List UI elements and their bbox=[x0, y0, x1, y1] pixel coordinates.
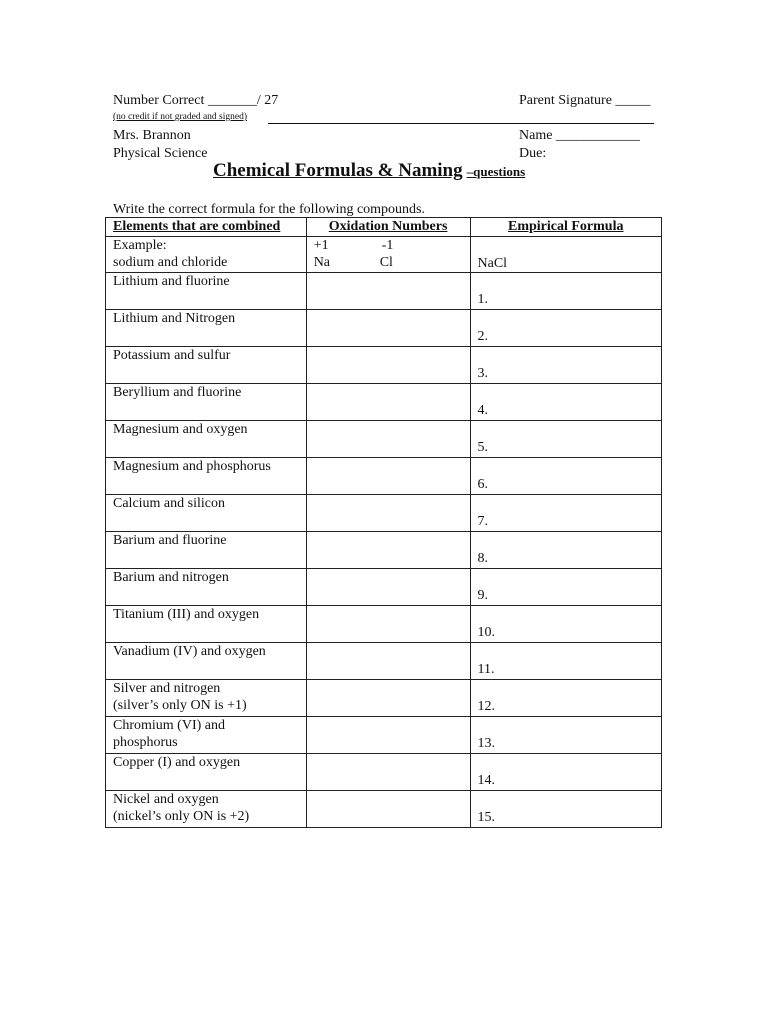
question-number: 1. bbox=[477, 292, 489, 307]
header-formula: Empirical Formula bbox=[470, 218, 661, 237]
elements-text: Lithium and fluorine bbox=[113, 274, 230, 289]
elements-text: Potassium and sulfur bbox=[113, 348, 231, 363]
formula-answer-cell[interactable] bbox=[470, 754, 661, 791]
example-symbol-1: Na bbox=[313, 255, 331, 270]
formula-answer-cell[interactable] bbox=[470, 791, 661, 828]
table-row bbox=[106, 754, 662, 791]
example-formula-cell bbox=[470, 237, 661, 273]
title-sub: –questions bbox=[466, 164, 526, 179]
formula-answer-cell[interactable] bbox=[470, 717, 661, 754]
formula-answer-cell[interactable] bbox=[470, 569, 661, 606]
question-number: 11. bbox=[477, 662, 495, 677]
elements-text: Vanadium (IV) and oxygen bbox=[113, 644, 266, 659]
instructions-text: Write the correct formula for the following compounds. bbox=[113, 202, 426, 217]
table-header-row bbox=[106, 218, 662, 237]
table-row bbox=[106, 606, 662, 643]
elements-cell bbox=[106, 569, 307, 606]
question-number: 12. bbox=[477, 699, 496, 714]
table-row bbox=[106, 717, 662, 754]
elements-cell bbox=[106, 495, 307, 532]
formula-answer-cell[interactable] bbox=[470, 458, 661, 495]
table-row bbox=[106, 569, 662, 606]
elements-cell bbox=[106, 310, 307, 347]
example-formula: NaCl bbox=[477, 256, 508, 271]
question-number: 8. bbox=[477, 551, 489, 566]
elements-cell bbox=[106, 458, 307, 495]
elements-cell bbox=[106, 754, 307, 791]
elements-text: Nickel and oxygen bbox=[113, 792, 219, 807]
elements-cell bbox=[106, 643, 307, 680]
example-label: Example: bbox=[113, 238, 167, 253]
example-row bbox=[106, 237, 662, 273]
elements-note: (silver’s only ON is +1) bbox=[113, 698, 247, 713]
parent-signature-label: Parent Signature _____ bbox=[519, 93, 651, 108]
table-row bbox=[106, 532, 662, 569]
elements-text: Lithium and Nitrogen bbox=[113, 311, 236, 326]
oxidation-answer-cell[interactable] bbox=[306, 606, 470, 643]
question-number: 14. bbox=[477, 773, 496, 788]
oxidation-answer-cell[interactable] bbox=[306, 421, 470, 458]
question-number: 2. bbox=[477, 329, 489, 344]
elements-text: Beryllium and fluorine bbox=[113, 385, 242, 400]
formula-answer-cell[interactable] bbox=[470, 680, 661, 717]
oxidation-answer-cell[interactable] bbox=[306, 754, 470, 791]
question-number: 6. bbox=[477, 477, 489, 492]
elements-text: Copper (I) and oxygen bbox=[113, 755, 241, 770]
formula-answer-cell[interactable] bbox=[470, 606, 661, 643]
signature-line bbox=[268, 123, 654, 124]
page-title bbox=[213, 160, 525, 182]
question-number: 4. bbox=[477, 403, 489, 418]
question-number: 3. bbox=[477, 366, 489, 381]
table-row bbox=[106, 680, 662, 717]
teacher-name: Mrs. Brannon bbox=[113, 128, 191, 143]
elements-cell bbox=[106, 717, 307, 754]
title-main: Chemical Formulas & Naming bbox=[213, 160, 463, 181]
elements-cell bbox=[106, 273, 307, 310]
elements-text: Magnesium and oxygen bbox=[113, 422, 248, 437]
table-row bbox=[106, 273, 662, 310]
due-label: Due: bbox=[519, 146, 547, 161]
table-row bbox=[106, 310, 662, 347]
header-elements: Elements that are combined bbox=[106, 218, 307, 237]
student-name-label: Name ____________ bbox=[519, 128, 640, 143]
elements-cell bbox=[106, 384, 307, 421]
formula-table bbox=[105, 217, 662, 828]
oxidation-answer-cell[interactable] bbox=[306, 643, 470, 680]
elements-text: Magnesium and phosphorus bbox=[113, 459, 271, 474]
table-row bbox=[106, 495, 662, 532]
table-row bbox=[106, 347, 662, 384]
elements-note: phosphorus bbox=[113, 735, 178, 750]
formula-answer-cell[interactable] bbox=[470, 495, 661, 532]
course-name: Physical Science bbox=[113, 146, 208, 161]
table-row bbox=[106, 384, 662, 421]
elements-cell bbox=[106, 421, 307, 458]
formula-answer-cell[interactable] bbox=[470, 273, 661, 310]
oxidation-answer-cell[interactable] bbox=[306, 347, 470, 384]
formula-answer-cell[interactable] bbox=[470, 384, 661, 421]
header-oxidation: Oxidation Numbers bbox=[306, 218, 470, 237]
question-number: 10. bbox=[477, 625, 496, 640]
oxidation-answer-cell[interactable] bbox=[306, 273, 470, 310]
elements-text: Chromium (VI) and bbox=[113, 718, 225, 733]
table-row bbox=[106, 458, 662, 495]
oxidation-answer-cell[interactable] bbox=[306, 310, 470, 347]
elements-cell bbox=[106, 532, 307, 569]
oxidation-answer-cell[interactable] bbox=[306, 569, 470, 606]
example-on-negative: -1 bbox=[381, 238, 394, 253]
oxidation-answer-cell[interactable] bbox=[306, 680, 470, 717]
elements-cell bbox=[106, 791, 307, 828]
oxidation-answer-cell[interactable] bbox=[306, 791, 470, 828]
formula-answer-cell[interactable] bbox=[470, 643, 661, 680]
example-on-positive: +1 bbox=[313, 238, 329, 253]
question-number: 13. bbox=[477, 736, 496, 751]
example-symbol-2: Cl bbox=[379, 255, 393, 270]
elements-cell bbox=[106, 680, 307, 717]
oxidation-answer-cell[interactable] bbox=[306, 384, 470, 421]
question-number: 9. bbox=[477, 588, 489, 603]
oxidation-answer-cell[interactable] bbox=[306, 717, 470, 754]
elements-text: Barium and fluorine bbox=[113, 533, 227, 548]
oxidation-answer-cell[interactable] bbox=[306, 458, 470, 495]
formula-answer-cell[interactable] bbox=[470, 421, 661, 458]
example-elements-cell bbox=[106, 237, 307, 273]
elements-text: Calcium and silicon bbox=[113, 496, 225, 511]
credit-note: (no credit if not graded and signed) bbox=[113, 112, 248, 122]
formula-answer-cell[interactable] bbox=[470, 532, 661, 569]
question-rows bbox=[106, 273, 662, 828]
question-number: 7. bbox=[477, 514, 489, 529]
table-row bbox=[106, 791, 662, 828]
number-correct-label: Number Correct _______/ 27 bbox=[113, 93, 279, 108]
table-row bbox=[106, 643, 662, 680]
elements-text: Silver and nitrogen bbox=[113, 681, 221, 696]
table-row bbox=[106, 421, 662, 458]
example-oxidation-cell bbox=[306, 237, 470, 273]
elements-note: (nickel’s only ON is +2) bbox=[113, 809, 250, 824]
question-number: 15. bbox=[477, 810, 496, 825]
example-elements: sodium and chloride bbox=[113, 255, 228, 270]
formula-answer-cell[interactable] bbox=[470, 347, 661, 384]
oxidation-answer-cell[interactable] bbox=[306, 495, 470, 532]
elements-text: Titanium (III) and oxygen bbox=[113, 607, 260, 622]
oxidation-answer-cell[interactable] bbox=[306, 532, 470, 569]
question-number: 5. bbox=[477, 440, 489, 455]
elements-cell bbox=[106, 347, 307, 384]
elements-text: Barium and nitrogen bbox=[113, 570, 229, 585]
formula-answer-cell[interactable] bbox=[470, 310, 661, 347]
elements-cell bbox=[106, 606, 307, 643]
